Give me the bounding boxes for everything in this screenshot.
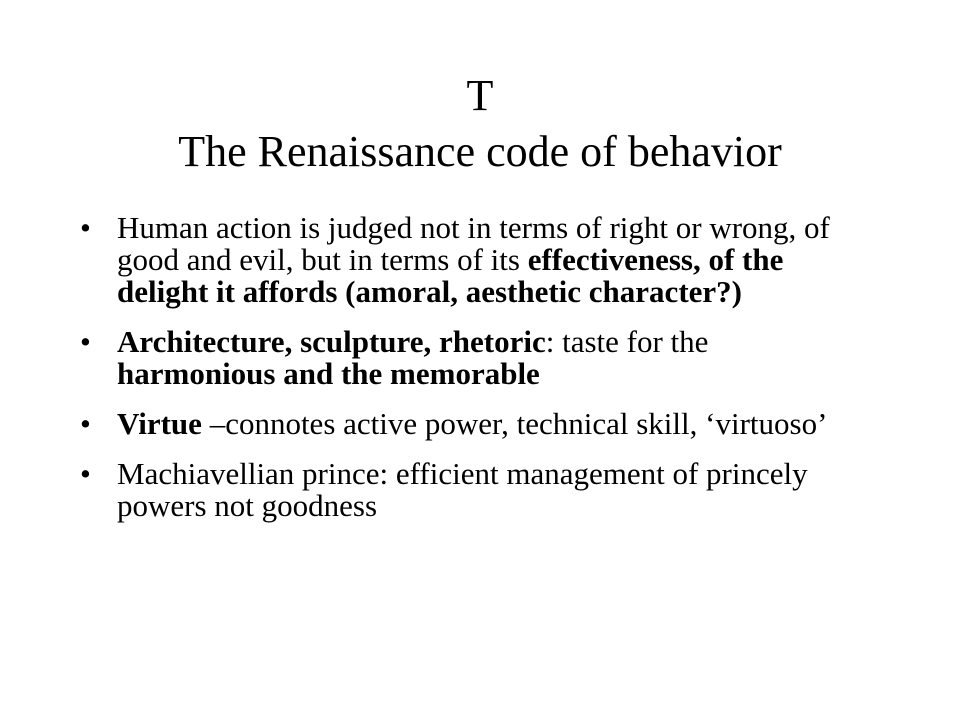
bullet-icon: • xyxy=(80,324,91,359)
bullet-list xyxy=(80,212,860,540)
title-line-1: T xyxy=(466,71,494,120)
bullet-item-1 xyxy=(80,212,860,308)
bullet-2-bold-lead: Architecture, sculpture, rhetoric xyxy=(117,324,546,359)
bullet-icon: • xyxy=(80,210,91,245)
bullet-2-text: : taste for the xyxy=(545,324,709,359)
bullet-4-text: Machiavellian prince: efficient management of princely powers not goodness xyxy=(117,456,808,523)
bullet-3-bold-lead: Virtue xyxy=(117,406,202,441)
bullet-1-bold-text: effectiveness, of the delight it affords (amoral, aesthetic character?) xyxy=(117,242,784,309)
bullet-1-text: Human action is judged not in terms of right or wrong, of good and evil, but in terms of its xyxy=(117,210,830,277)
slide-title xyxy=(60,68,900,180)
bullet-icon: • xyxy=(80,456,91,491)
bullet-icon: • xyxy=(80,406,91,441)
bullet-item-4 xyxy=(80,458,860,522)
bullet-2-bold-tail: harmonious and the memorable xyxy=(117,356,540,391)
bullet-3-text: –connotes active power, technical skill, ‘virtuoso’ xyxy=(201,406,828,441)
bullet-item-2 xyxy=(80,326,860,390)
bullet-item-3 xyxy=(80,408,860,440)
title-line-2: The Renaissance code of behavior xyxy=(178,127,782,176)
